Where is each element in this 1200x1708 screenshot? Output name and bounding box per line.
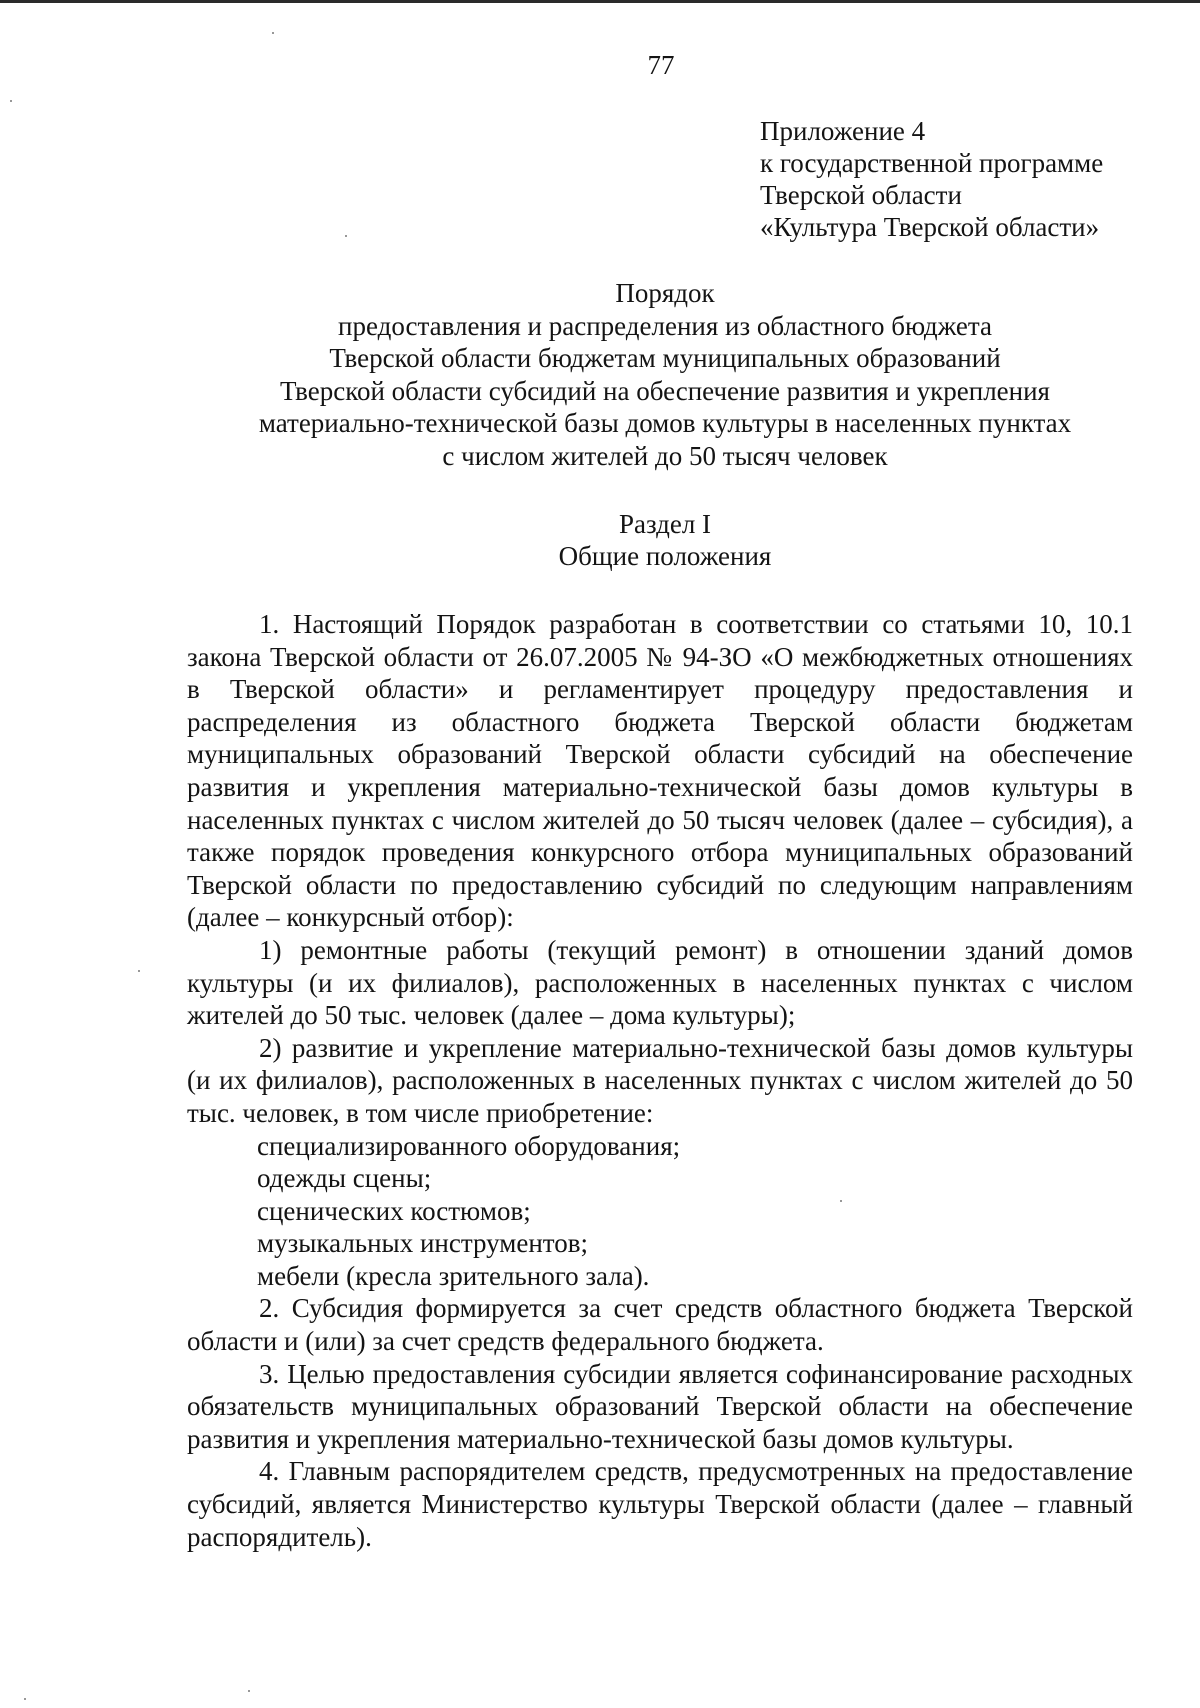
list-item: сценических костюмов; bbox=[257, 1195, 531, 1226]
section-number: Раздел I bbox=[618, 509, 712, 539]
scan-speck bbox=[272, 32, 274, 34]
paragraph-1-item-1: 1) ремонтные работы (текущий ремонт) в отношении зданий домов культуры (и их филиалов), расположенных в населенных пунктах с числом жителей до 50 тыс. человек (далее – дома культуры); bbox=[187, 934, 1133, 1031]
paragraph-3: 3. Целью предоставления субсидии является софинансирование расходных обязательств муниципальных образований Тверской области на обеспечение развития и укрепления материально-технической базы домов культуры. bbox=[187, 1358, 1133, 1454]
document-title bbox=[180, 277, 1150, 472]
list-item: одежды сцены; bbox=[257, 1163, 432, 1194]
appendix-line: Приложение 4 bbox=[760, 116, 926, 146]
title-line: Тверской области субсидий на обеспечение развития и укрепления bbox=[280, 375, 1050, 406]
page-number: 77 bbox=[647, 50, 675, 80]
document-body bbox=[187, 608, 1133, 1553]
scan-top-edge bbox=[0, 0, 1200, 3]
paragraph-1-item-2: 2) развитие и укрепление материально-технической базы домов культуры (и их филиалов), расположенных в населенных пунктах с числом жителей до 50 тыс. человек, в том числе приобретение: bbox=[187, 1032, 1133, 1128]
paragraph-4: 4. Главным распорядителем средств, предусмотренных на предоставление субсидий, является Министерство культуры Тверской области (далее – главный распорядитель). bbox=[187, 1456, 1133, 1552]
scan-speck bbox=[24, 1698, 26, 1700]
scan-speck bbox=[138, 970, 140, 972]
title-line: с числом жителей до 50 тысяч человек bbox=[442, 440, 888, 471]
list-item: мебели (кресла зрительного зала). bbox=[257, 1260, 650, 1291]
paragraph-2: 2. Субсидия формируется за счет средств областного бюджета Тверской области и (или) за счет средств федерального бюджета. bbox=[187, 1293, 1133, 1357]
appendix-line: «Культура Тверской области» bbox=[760, 212, 1100, 242]
title-line: материально-технической базы домов культуры в населенных пунктах bbox=[258, 408, 1072, 438]
appendix-line: Тверской области bbox=[760, 180, 962, 210]
paragraph-1: 1. Настоящий Порядок разработан в соответствии со статьями 10, 10.1 закона Тверской области от 26.07.2005 № 94-ЗО «О межбюджетных отношениях в Тверской области» и регламентирует процедуру предоставления и распределения из областного бюджета Тверской области бюджетам муниципальных образований Тверской области субсидий на обеспечение развития и укрепления материально-технической базы домов культуры в населенных пунктах с числом жителей до 50 тысяч человек (далее – субсидия), а также порядок проведения конкурсного отбора муниципальных образований Тверской области по предоставлению субсидий по следующим направлениям (далее – конкурсный отбор): bbox=[187, 609, 1133, 933]
title-heading: Порядок bbox=[615, 278, 715, 308]
scan-speck bbox=[248, 1690, 250, 1692]
scan-speck bbox=[345, 235, 347, 237]
title-line: предоставления и распределения из областного бюджета bbox=[338, 310, 992, 341]
scan-speck bbox=[10, 100, 12, 102]
appendix-header bbox=[760, 115, 1103, 243]
section-heading bbox=[180, 508, 1150, 572]
section-name: Общие положения bbox=[558, 541, 772, 571]
list-item: музыкальных инструментов; bbox=[257, 1228, 588, 1259]
title-line: Тверской области бюджетам муниципальных образований bbox=[329, 343, 1001, 373]
scan-speck bbox=[840, 1200, 842, 1202]
list-item: специализированного оборудования; bbox=[257, 1130, 681, 1161]
appendix-line: к государственной программе bbox=[760, 148, 1104, 178]
